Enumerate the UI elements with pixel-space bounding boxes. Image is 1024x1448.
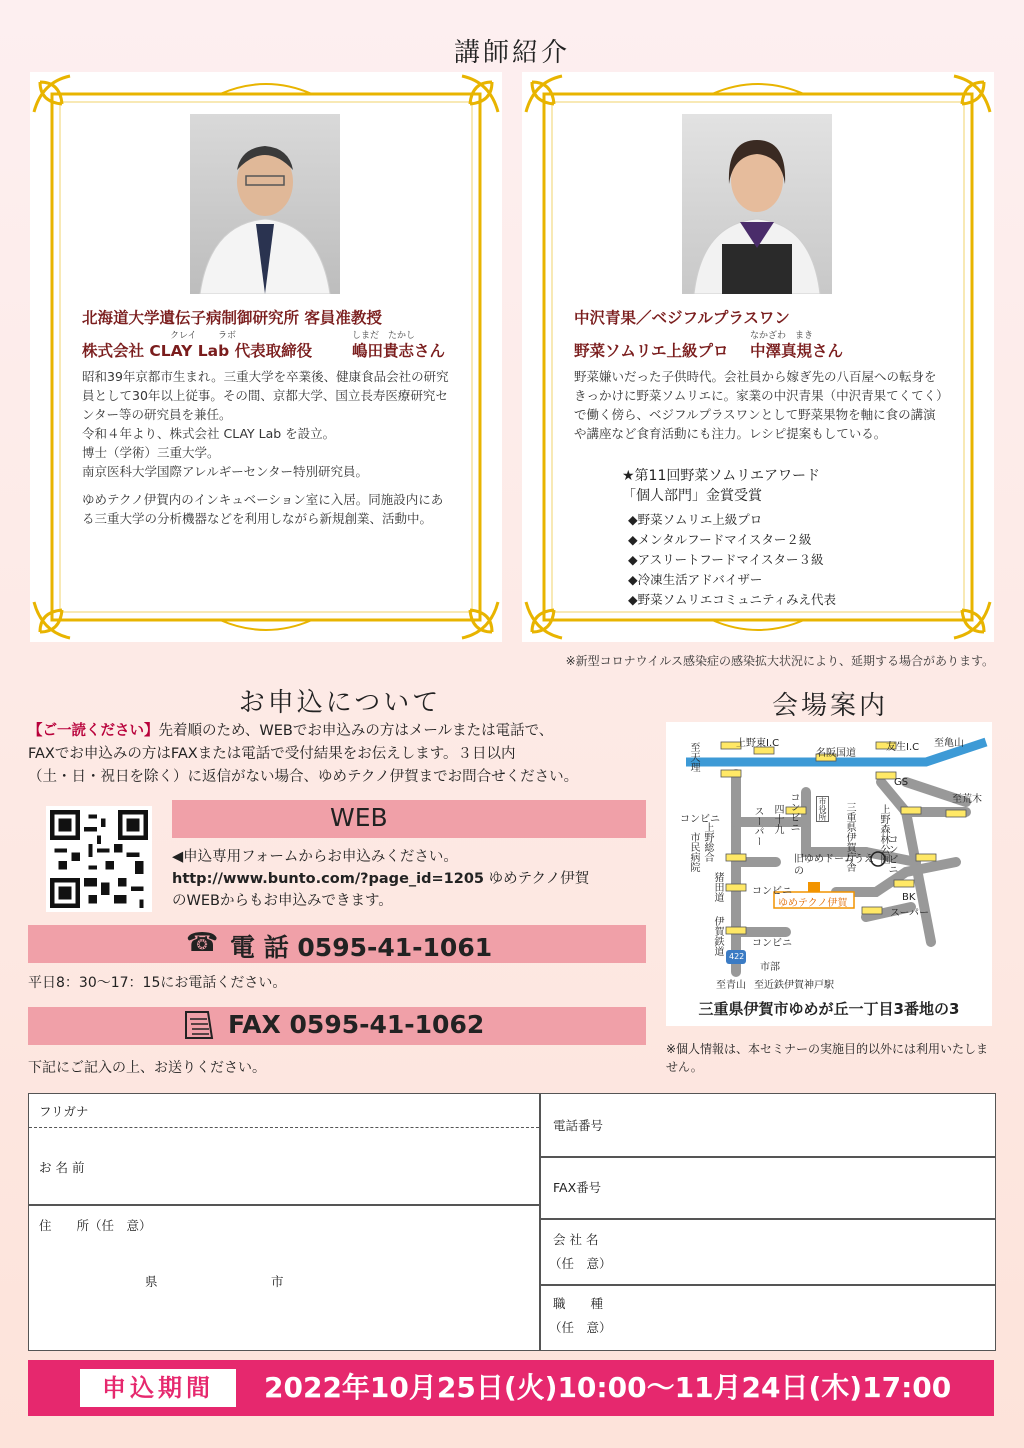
instructor2-bio: 野菜嫌いだった子供時代。会社員から嫁ぎ先の八百屋への転身をきっかけに野菜ソムリエに。家業の中沢青果（中沢青果てくてく）で働く傍ら、ベジフルプラスワンとして野菜果物を軸に食の講演や講座など食育活動にも注力。レシピ提案もしている。	[574, 369, 943, 441]
web-label: WEB	[330, 803, 388, 832]
instructor2-photo	[682, 114, 832, 294]
map-label: コンビニ	[752, 938, 792, 949]
notice-line1: 先着順のため、WEBでお申込みの方はメールまたは電話で、	[158, 723, 554, 739]
instructor2-affiliation: 中沢青果／ベジフルプラスワン	[574, 309, 790, 327]
phone-field[interactable]: 電話番号	[553, 1118, 604, 1133]
map-label: 三重県伊賀庁舎	[844, 802, 855, 872]
qual-item: ◆メンタルフードマイスター２級	[628, 532, 812, 547]
notice-line3: （土・日・祝日を除く）に返信がない場合、ゆめテクノ伊賀までお問合せください。	[28, 769, 579, 785]
job-optional: （任 意）	[549, 1320, 612, 1335]
apply-notice	[28, 720, 648, 789]
map-label: 市役所	[818, 797, 827, 821]
web-line3: のWEBからもお申込みできます。	[172, 893, 393, 909]
web-url-link[interactable]: http://www.bunto.com/?page_id=1205	[172, 871, 485, 887]
map-label: GS	[894, 777, 909, 788]
map-label: 旧ゆめドームうえの	[794, 854, 874, 877]
venue-address: 三重県伊賀市ゆめが丘一丁目3番地の3	[698, 1000, 960, 1018]
instructor1-ruby-name: しまだ たかし	[352, 331, 416, 341]
instructor2-ruby-name: なかざわ まき	[750, 331, 814, 341]
map-label: 四十九	[772, 804, 783, 834]
map-label: 至亀山	[934, 738, 964, 749]
instructor1-bio3: 博士（学術）三重大学。	[82, 445, 220, 460]
map-label: 名阪国道	[816, 748, 856, 759]
map-label: 至近鉄伊賀神戸駅	[754, 980, 834, 991]
tel-label[interactable]: 電 話 0595-41-1061	[230, 933, 493, 962]
application-form	[28, 1093, 996, 1351]
venue-map	[666, 722, 992, 1026]
tel-hours: 平日8：30〜17：15にお電話ください。	[28, 975, 287, 991]
notice-label: 【ご一読ください】	[28, 723, 159, 739]
instructor2-name: 中澤真規さん	[750, 342, 844, 360]
map-label: 至青山	[716, 980, 746, 991]
phone-icon: ☎	[186, 928, 219, 958]
map-label: 市部	[760, 962, 780, 973]
apply-title: お申込について	[238, 688, 442, 718]
instructor1-ruby-company1: クレイ	[170, 331, 197, 341]
instructor1-bio4: 南京医科大学国際アレルギーセンター特別研究員。	[82, 464, 368, 479]
map-label: コンビニ	[680, 814, 720, 825]
notice-line2: FAXでお申込みの方はFAXまたは電話で受付結果をお伝えします。３日以内	[28, 746, 516, 762]
prefecture-label: 県	[145, 1274, 158, 1289]
qual-item: ◆野菜ソムリエコミュニティみえ代表	[628, 592, 836, 607]
map-label: スーパー	[752, 806, 763, 846]
instructor1-bio5: ゆめテクノ伊賀内のインキュベーション室に入居。同施設内にある三重大学の分析機器などを利用しながら新規創業、活動中。	[82, 492, 444, 526]
qual-item: ◆アスリートフードマイスター３級	[628, 552, 824, 567]
instructor1-bio	[82, 367, 454, 528]
award-line2: 「個人部門」金賞受賞	[622, 488, 762, 504]
web-bar	[172, 800, 646, 838]
company-optional: （任 意）	[549, 1256, 612, 1271]
map-label: コンビニ	[886, 834, 897, 874]
instructor1-bio1: 昭和39年京都市生まれ。三重大学を卒業後、健康食品会社の研究員として30年以上従事。その間、京都大学、国立長寿医療研究センター等の研究員を兼任。	[82, 369, 449, 422]
job-field[interactable]: 職 種	[553, 1296, 604, 1311]
qr-code[interactable]	[46, 806, 152, 912]
qual-item: ◆冷凍生活アドバイザー	[628, 572, 763, 587]
period-value: 2022年10月25日(火)10:00〜11月24日(木)17:00	[264, 1371, 952, 1404]
application-period-bar	[28, 1360, 994, 1416]
name-field[interactable]: お 名 前	[39, 1160, 85, 1175]
instructors-title: 講師紹介	[453, 38, 570, 68]
map-label: 友生I.C	[886, 742, 920, 753]
instructor1-photo	[190, 114, 340, 294]
instructor1-company: 株式会社 CLAY Lab 代表取締役	[82, 342, 313, 360]
fax-label[interactable]: FAX 0595-41-1062	[228, 1010, 485, 1039]
instructor2-quals	[628, 510, 836, 610]
map-label: スーパー	[890, 908, 929, 919]
venue-title: 会場案内	[771, 691, 888, 721]
map-label: 至天理	[688, 742, 699, 772]
instructor1-name: 嶋田貴志さん	[352, 342, 446, 360]
fax-note: 下記にご記入の上、お送りください。	[28, 1060, 266, 1076]
map-label: BK	[902, 892, 916, 903]
map-label: 上野総合	[702, 822, 713, 862]
map-label: 市民病院	[688, 832, 699, 872]
company-field[interactable]: 会 社 名	[553, 1232, 599, 1247]
instructor1-ruby-company2: ラボ	[218, 331, 237, 341]
award-line1: ★第11回野菜ソムリエアワード	[622, 468, 820, 484]
city-label: 市	[271, 1274, 284, 1289]
instructor2-award	[622, 466, 820, 506]
instructor-card-2	[522, 72, 994, 642]
privacy-note: ※個人情報は、本セミナーの実施目的以外には利用いたしません。	[666, 1042, 989, 1074]
map-label: 伊賀鉄道	[712, 916, 723, 956]
fax-icon	[180, 1008, 216, 1046]
map-label: 至荒木	[952, 794, 982, 805]
web-line1: 申込専用フォームからお申込みください。	[183, 849, 458, 865]
covid-note: ※新型コロナウイルス感染症の感染拡大状況により、延期する場合があります。	[565, 654, 994, 668]
arrow-left-icon: ◀	[172, 849, 184, 865]
qual-item: ◆野菜ソムリエ上級プロ	[628, 512, 763, 527]
instructor1-affiliation: 北海道大学遺伝子病制御研究所 客員准教授	[82, 309, 382, 327]
map-label: コンビニ	[752, 886, 792, 897]
instructor1-bio2: 令和４年より、株式会社 CLAY Lab を設立。	[82, 426, 336, 441]
map-label: コンビニ	[788, 792, 799, 832]
map-label: 上野森林公園	[878, 804, 889, 864]
furigana-field[interactable]: フリガナ	[39, 1104, 89, 1119]
map-label: 猪田道	[712, 872, 723, 902]
instructor2-title: 野菜ソムリエ上級プロ	[574, 342, 729, 360]
web-instructions	[172, 846, 652, 912]
web-line2: ゆめテクノ伊賀	[484, 871, 590, 887]
address-field[interactable]: 住 所（任 意）	[39, 1218, 152, 1233]
period-label: 申込期間	[80, 1369, 236, 1407]
instructor-card-1	[30, 72, 502, 642]
map-label: 上野東I.C	[736, 738, 780, 749]
map-label: ゆめテクノ伊賀	[778, 898, 848, 909]
map-label: 422	[729, 952, 745, 961]
fax-field[interactable]: FAX番号	[553, 1180, 602, 1195]
